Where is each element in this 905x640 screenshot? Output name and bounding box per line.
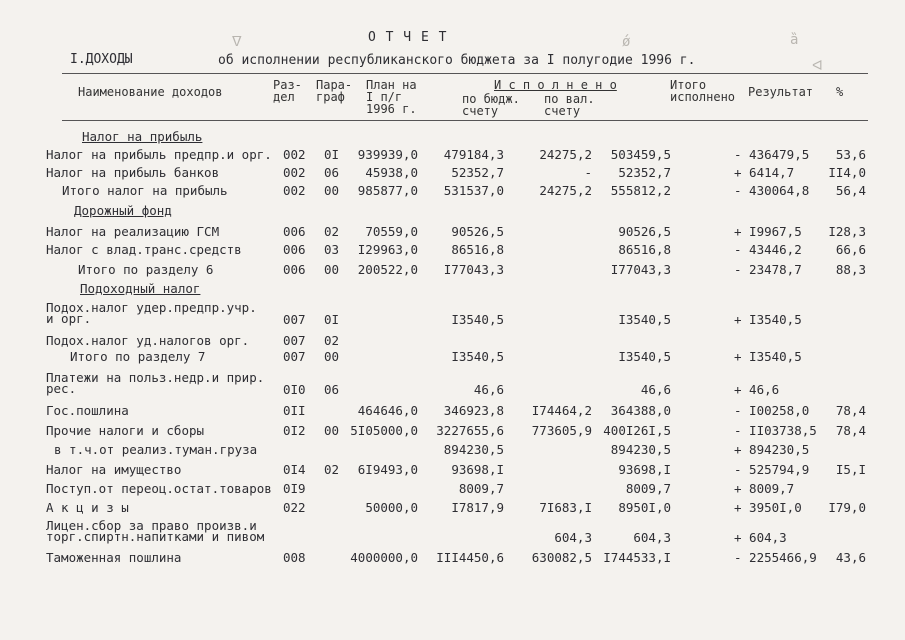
row-name: Итого налог на прибыль [62,183,228,198]
cell-budzh: 86516,8 [451,242,504,257]
cell-rezultat: - 43446,2 [734,242,802,257]
cell-razdel: 006 [283,224,306,239]
cell-razdel: 002 [283,147,306,162]
cell-budzh: I3540,5 [451,312,504,327]
cell-plan: 939939,0 [357,147,418,162]
cell-rezultat: + 8009,7 [734,481,795,496]
cell-rezultat: + 604,3 [734,530,787,545]
cell-itogo: 52352,7 [618,165,671,180]
scan-mark: ǿ [622,34,631,50]
cell-val: I74464,2 [531,403,592,418]
cell-itogo: I744533,I [603,550,671,565]
cell-paragraf: 03 [324,242,340,257]
cell-pct: I5,I [835,462,866,477]
cell-budzh: I77043,3 [443,262,504,277]
cell-val: 604,3 [554,530,592,545]
cell-pct: II4,0 [828,165,866,180]
cell-plan: 200522,0 [357,262,418,277]
row-name: Платежи на польз.недр.и прир. рес. [46,370,265,396]
cell-razdel: 002 [283,183,306,198]
report-title: О Т Ч Е Т [368,30,448,45]
cell-pct: 56,4 [835,183,866,198]
cell-rezultat: - 525794,9 [734,462,810,477]
cell-rezultat: + I3540,5 [734,349,802,364]
header-top-rule [62,73,868,74]
cell-pct: I28,3 [828,224,866,239]
cell-razdel: 006 [283,262,306,277]
cell-val: 630082,5 [531,550,592,565]
cell-itogo: 503459,5 [610,147,671,162]
col-header-paragraf: Пара- граф [316,78,353,104]
col-header-itogo: Итого исполнено [670,78,736,104]
cell-razdel: 002 [283,165,306,180]
cell-razdel: 007 [283,312,306,327]
cell-razdel: 007 [283,333,306,348]
cell-plan: 985877,0 [357,183,418,198]
cell-plan: I29963,0 [357,242,418,257]
cell-paragraf: 00 [324,262,340,277]
row-name: Налог на реализацию ГСМ [46,224,220,239]
cell-plan: 6I9493,0 [357,462,418,477]
row-name: А к ц и з ы [46,500,129,515]
scan-mark: ᐊ [812,58,823,74]
cell-val: 24275,2 [539,183,592,198]
cell-paragraf: 00 [324,423,340,438]
cell-budzh: I7817,9 [451,500,504,515]
cell-razdel: 0I4 [283,462,306,477]
cell-itogo: 364388,0 [610,403,671,418]
cell-itogo: 8950I,0 [618,500,671,515]
col-header-ispolneno: И с п о л н е н о [494,78,617,92]
row-name: в т.ч.от реализ.туман.груза [54,442,258,457]
col-header-plan: План на I п/г 1996 г. [366,78,417,116]
cell-razdel: 0I9 [283,481,306,496]
cell-pct: 78,4 [835,403,866,418]
row-name: Лицен.сбор за право произв.и торг.спиртн.напитками и пивом [46,518,265,544]
cell-paragraf: 02 [324,462,340,477]
cell-itogo: 8009,7 [625,481,671,496]
cell-itogo: 90526,5 [618,224,671,239]
cell-pct: 78,4 [835,423,866,438]
cell-razdel: 0I0 [283,382,306,397]
header-bottom-rule [62,120,868,121]
row-name: Подох.налог удер.предпр.учр. и орг. [46,300,257,326]
cell-paragraf: 0I [324,147,340,162]
cell-itogo: 894230,5 [610,442,671,457]
cell-plan: 70559,0 [365,224,418,239]
cell-paragraf: 02 [324,224,340,239]
cell-budzh: 3227655,6 [436,423,504,438]
cell-razdel: 0I2 [283,423,306,438]
section-heading: Подоходный налог [80,281,201,296]
cell-pct: 88,3 [835,262,866,277]
row-name: Налог на прибыль банков [46,165,220,180]
cell-plan: 5I05000,0 [350,423,418,438]
cell-itogo: I3540,5 [618,349,671,364]
cell-itogo: 604,3 [633,530,671,545]
report-subtitle: об исполнении республиканского бюджета за I полугодие 1996 г. [218,53,696,68]
cell-budzh: 93698,I [451,462,504,477]
cell-itogo: I3540,5 [618,312,671,327]
col-header-percent: % [836,85,844,99]
cell-itogo: 93698,I [618,462,671,477]
cell-budzh: III4450,6 [436,550,504,565]
col-header-razdel: Раз- дел [273,78,302,104]
scan-mark: ȁ [790,32,799,48]
row-name: Прочие налоги и сборы [46,423,205,438]
cell-plan: 464646,0 [357,403,418,418]
section-heading: Налог на прибыль [82,129,203,144]
section-heading: Дорожный фонд [74,203,172,218]
cell-val: 773605,9 [531,423,592,438]
cell-paragraf: 06 [324,382,340,397]
cell-rezultat: + I9967,5 [734,224,802,239]
cell-rezultat: + I3540,5 [734,312,802,327]
scan-mark: ᐁ [232,34,242,50]
cell-razdel: 022 [283,500,306,515]
cell-val: 24275,2 [539,147,592,162]
col-header-name: Наименование доходов [78,85,223,99]
cell-rezultat: + 3950I,0 [734,500,802,515]
cell-budzh: I3540,5 [451,349,504,364]
cell-razdel: 008 [283,550,306,565]
row-name: Подох.налог уд.налогов орг. [46,333,250,348]
cell-plan: 4000000,0 [350,550,418,565]
col-header-po-budzh: по бюдж. счету [462,92,520,118]
cell-pct: 66,6 [835,242,866,257]
cell-paragraf: 06 [324,165,340,180]
cell-razdel: 0II [283,403,306,418]
row-name: Итого по разделу 7 [70,349,206,364]
cell-paragraf: 0I [324,312,340,327]
cell-budzh: 346923,8 [443,403,504,418]
cell-razdel: 006 [283,242,306,257]
cell-rezultat: - II03738,5 [734,423,817,438]
cell-plan: 45938,0 [365,165,418,180]
cell-rezultat: + 6414,7 [734,165,795,180]
cell-val: 7I683,I [539,500,592,515]
cell-itogo: 400I26I,5 [603,423,671,438]
cell-budzh: 479184,3 [443,147,504,162]
row-name: Таможенная пошлина [46,550,182,565]
row-name: Поступ.от переоц.остат.товаров [46,481,272,496]
col-header-po-val: по вал. счету [544,92,595,118]
row-name: Итого по разделу 6 [78,262,214,277]
cell-paragraf: 00 [324,349,340,364]
cell-pct: 53,6 [835,147,866,162]
cell-paragraf: 02 [324,333,340,348]
cell-rezultat: - 430064,8 [734,183,810,198]
cell-paragraf: 00 [324,183,340,198]
cell-rezultat: - I00258,0 [734,403,810,418]
cell-budzh: 90526,5 [451,224,504,239]
cell-val: - [584,165,592,180]
row-name: Налог с влад.транс.средств [46,242,242,257]
cell-pct: 43,6 [835,550,866,565]
cell-budzh: 52352,7 [451,165,504,180]
cell-budzh: 8009,7 [458,481,504,496]
cell-rezultat: - 2255466,9 [734,550,817,565]
cell-rezultat: + 894230,5 [734,442,810,457]
cell-rezultat: + 46,6 [734,382,780,397]
section-label: I.ДОХОДЫ [70,52,133,67]
cell-razdel: 007 [283,349,306,364]
row-name: Налог на прибыль предпр.и орг. [46,147,272,162]
cell-plan: 50000,0 [365,500,418,515]
cell-itogo: I77043,3 [610,262,671,277]
cell-rezultat: - 23478,7 [734,262,802,277]
cell-budzh: 46,6 [473,382,504,397]
cell-itogo: 86516,8 [618,242,671,257]
col-header-rezultat: Результат [748,85,814,99]
cell-budzh: 894230,5 [443,442,504,457]
cell-budzh: 531537,0 [443,183,504,198]
row-name: Гос.пошлина [46,403,129,418]
cell-itogo: 46,6 [640,382,671,397]
cell-pct: I79,0 [828,500,866,515]
row-name: Налог на имущество [46,462,182,477]
cell-rezultat: - 436479,5 [734,147,810,162]
cell-itogo: 555812,2 [610,183,671,198]
